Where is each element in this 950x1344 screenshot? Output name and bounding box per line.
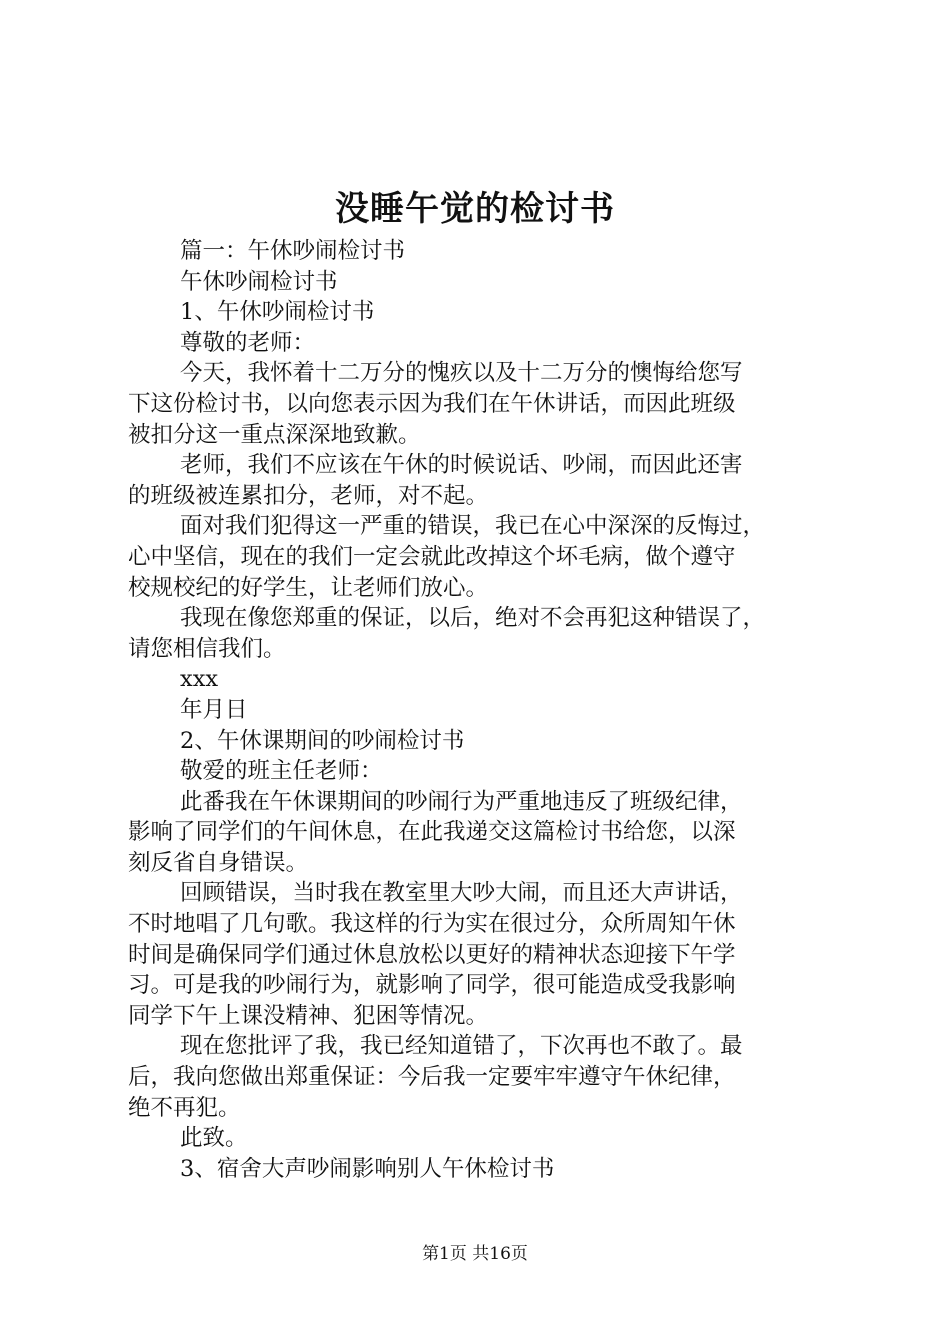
paragraph-line: 刻反省自身错误。 — [128, 849, 309, 876]
paragraph-line: 影响了同学们的午间休息，在此我递交这篇检讨书给您，以深 — [128, 819, 736, 846]
paragraph-line: 老师，我们不应该在午休的时候说话、吵闹，而因此还害 — [180, 452, 743, 479]
item-heading: 3、宿舍大声吵闹影响别人午休检讨书 — [180, 1155, 555, 1182]
paragraph-line: 同学下午上课没精神、犯困等情况。 — [128, 1002, 489, 1029]
document-title: 没睡午觉的检讨书 — [335, 189, 615, 229]
paragraph-line: 现在您批评了我，我已经知道错了，下次再也不敢了。最 — [180, 1033, 743, 1060]
section-heading: 篇一：午休吵闹检讨书 — [180, 238, 406, 264]
signature-line: xxx — [180, 666, 219, 693]
paragraph-line: 校规校纪的好学生，让老师们放心。 — [128, 574, 489, 601]
paragraph-line: 回顾错误，当时我在教室里大吵大闹，而且还大声讲话， — [180, 880, 743, 907]
salutation-line: 尊敬的老师： — [180, 329, 316, 356]
closing-line: 此致。 — [180, 1125, 248, 1152]
paragraph-line: 绝不再犯。 — [128, 1094, 241, 1121]
subtitle-line: 午休吵闹检讨书 — [180, 268, 338, 295]
paragraph-line: 心中坚信，现在的我们一定会就此改掉这个坏毛病，做个遵守 — [128, 543, 736, 570]
paragraph-line: 今天，我怀着十二万分的愧疚以及十二万分的懊悔给您写 — [180, 360, 743, 387]
item-heading: 2、午休课期间的吵闹检讨书 — [180, 727, 465, 754]
paragraph-line: 习。可是我的吵闹行为，就影响了同学，很可能造成受我影响 — [128, 972, 736, 999]
date-line: 年月日 — [180, 696, 248, 723]
paragraph-line: 不时地唱了几句歌。我这样的行为实在很过分，众所周知午休 — [128, 911, 736, 938]
salutation-line: 敬爱的班主任老师： — [180, 758, 383, 785]
paragraph-line: 的班级被连累扣分，老师，对不起。 — [128, 482, 489, 509]
paragraph-line: 时间是确保同学们通过休息放松以更好的精神状态迎接下午学 — [128, 941, 736, 968]
document-body — [128, 236, 840, 1184]
page-number-footer: 第1页 共16页 — [422, 1244, 528, 1264]
paragraph-line: 被扣分这一重点深深地致歉。 — [128, 421, 421, 448]
item-heading: 1、午休吵闹检讨书 — [180, 299, 375, 326]
paragraph-line: 我现在像您郑重的保证，以后，绝对不会再犯这种错误了， — [180, 605, 766, 632]
paragraph-line: 此番我在午休课期间的吵闹行为严重地违反了班级纪律， — [180, 788, 743, 815]
paragraph-line: 后，我向您做出郑重保证：今后我一定要牢牢遵守午休纪律， — [128, 1064, 736, 1091]
paragraph-line: 请您相信我们。 — [128, 635, 286, 662]
paragraph-line: 面对我们犯得这一严重的错误，我已在心中深深的反悔过， — [180, 513, 766, 540]
paragraph-line: 下这份检讨书，以向您表示因为我们在午休讲话，而因此班级 — [128, 390, 736, 417]
